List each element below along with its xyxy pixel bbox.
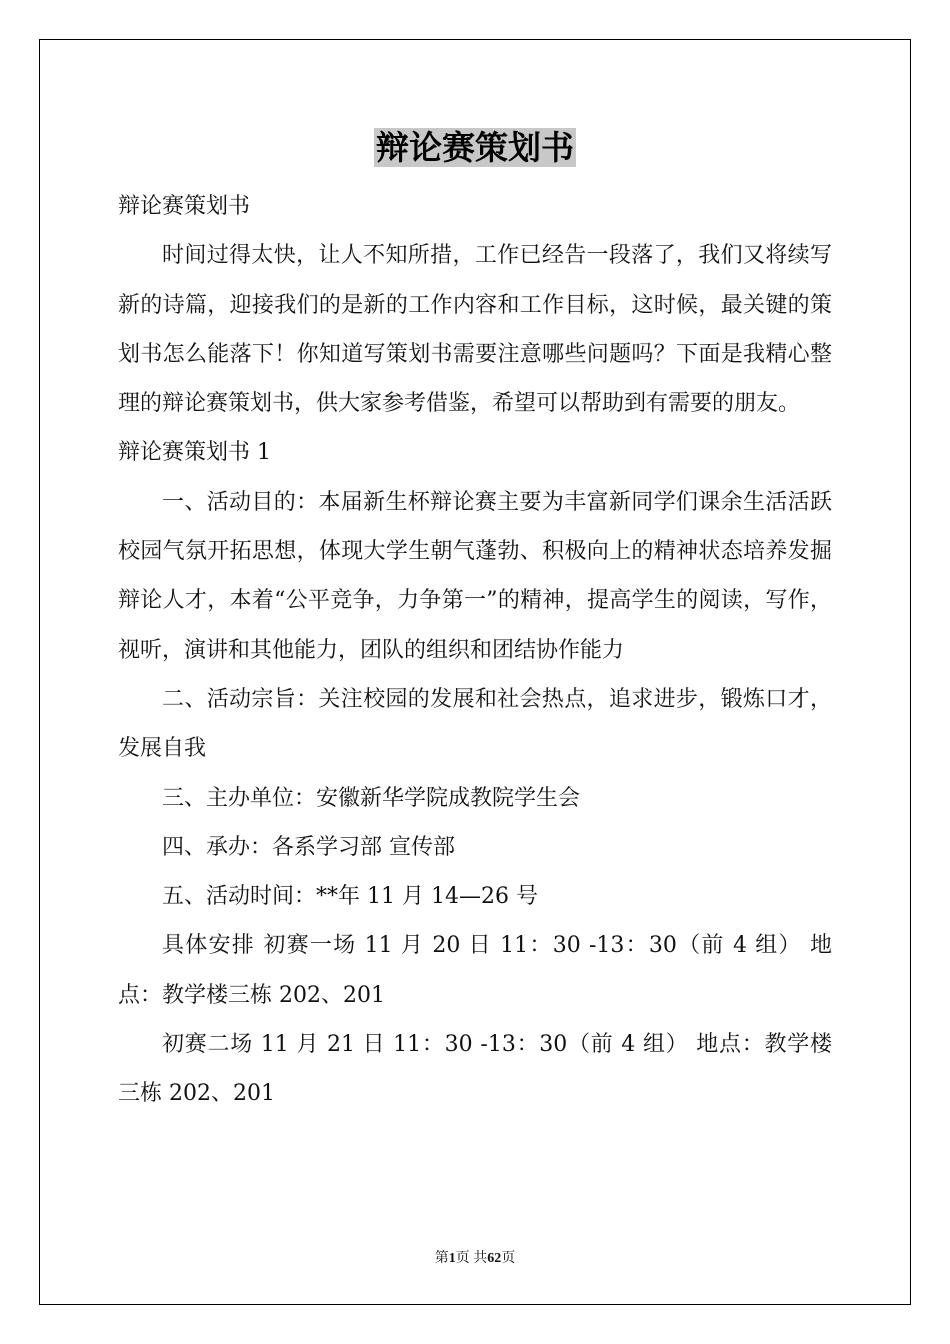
- paragraph: 四、承办：各系学习部 宣传部: [162, 834, 455, 860]
- footer-total-pages: 62: [487, 1251, 502, 1266]
- paragraph: 一、活动目的：本届新生杯辩论赛主要为丰富新同学们课余生活活跃校园气氛开拓思想，体现大学生朝气蓬勃、积极向上的精神状态培养发掘辩论人才，本着“公平竞争，力争第一”的精神，提高学生的阅读，写作，视听，演讲和其他能力，团队的组织和团结协作能力: [118, 489, 832, 663]
- footer-mid: 页 共: [455, 1251, 488, 1266]
- footer-suffix: 页: [501, 1251, 516, 1266]
- paragraph: 辩论赛策划书 1: [118, 440, 271, 466]
- paragraph: 辩论赛策划书: [118, 194, 251, 219]
- footer-prefix: 第: [434, 1251, 449, 1266]
- paragraph: 具体安排 初赛一场 11 月 20 日 11：30 -13：30（前 4 组） 地点：教学楼三栋 202、201: [118, 933, 832, 1008]
- document-title: [0, 126, 950, 170]
- paragraph: 二、活动宗旨：关注校园的发展和社会热点，追求进步，锻炼口才，发展自我: [118, 686, 832, 762]
- paragraph: 五、活动时间：**年 11 月 14—26 号: [162, 884, 538, 910]
- paragraph: 三、主办单位：安徽新华学院成教院学生会: [162, 785, 581, 811]
- document-body: [118, 182, 832, 1119]
- page-footer: [0, 1247, 950, 1267]
- paragraph: 初赛二场 11 月 21 日 11：30 -13：30（前 4 组） 地点：教学楼三栋 202、201: [118, 1032, 832, 1107]
- paragraph: 时间过得太快，让人不知所措，工作已经告一段落了，我们又将续写新的诗篇，迎接我们的是新的工作内容和工作目标，这时候，最关键的策划书怎么能落下！你知道写策划书需要注意哪些问题吗？下面是我精心整理的辩论赛策划书，供大家参考借鉴，希望可以帮助到有需要的朋友。: [118, 243, 832, 417]
- document-title-text: 辩论赛策划书: [376, 128, 574, 167]
- footer-page-number: 1: [448, 1251, 456, 1266]
